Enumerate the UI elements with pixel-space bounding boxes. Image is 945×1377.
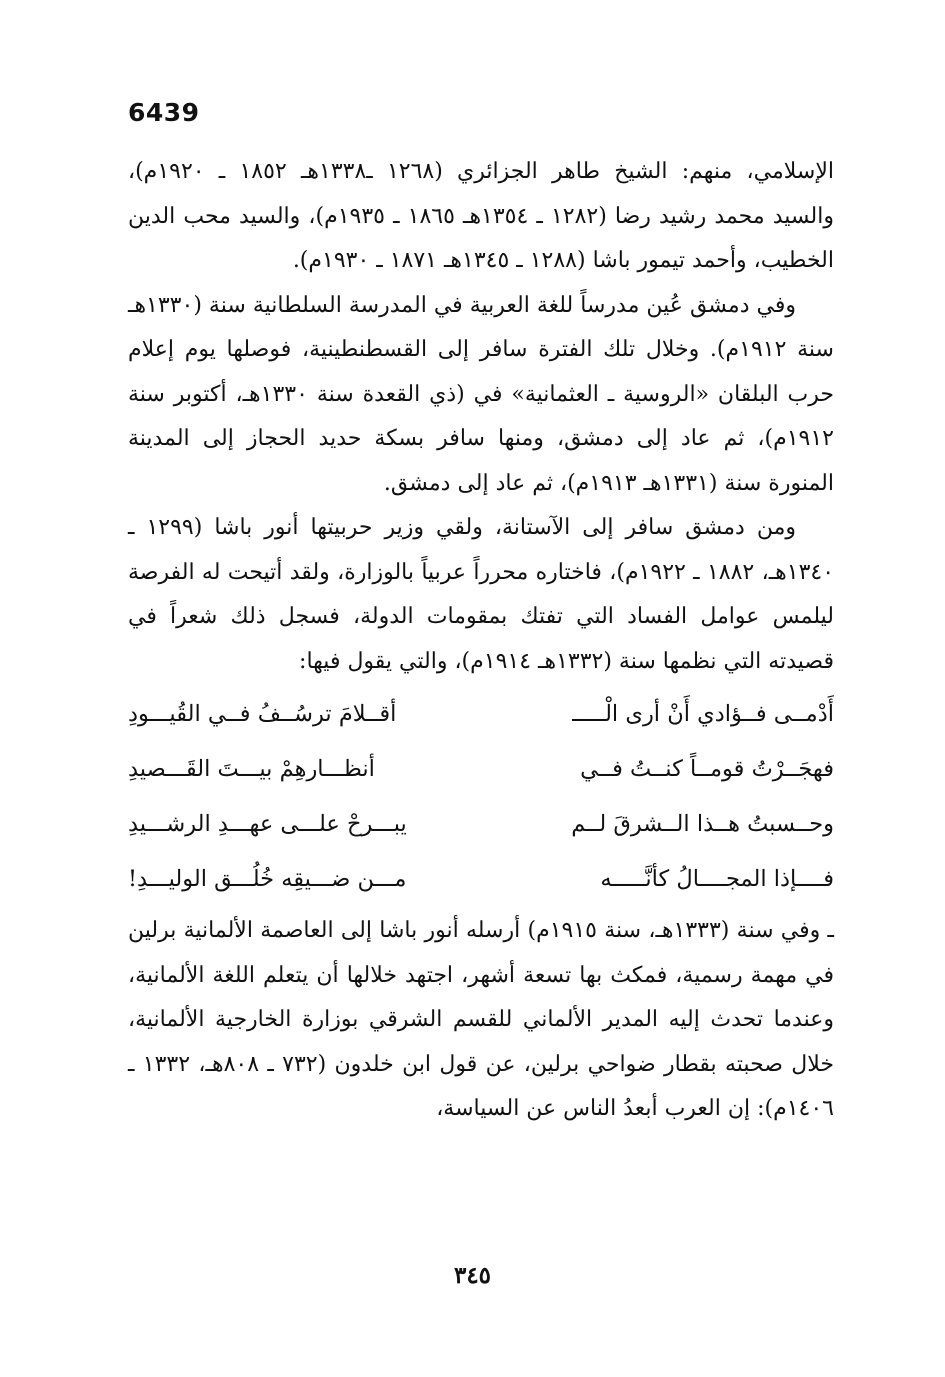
paragraph-1: الإسلامي، منهم: الشيخ طاهر الجزائري (١٢٦٨ ـ١٣٣٨هـ ١٨٥٢ ـ ١٩٢٠م)، والسيد محمد رشيد رضا (١٢٨٢ ـ ١٣٥٤هـ ١٨٦٥ ـ ١٩٣٥م)، والسيد محب الدين الخطيب، وأحمد تيمور باشا (١٢٨٨ ـ ١٣٤٥هـ ١٨٧١ ـ ١٩٣٠م). bbox=[128, 159, 834, 273]
paragraph-3: ومن دمشق سافر إلى الآستانة، ولقي وزير حربيتها أنور باشا (١٢٩٩ ـ ١٣٤٠هـ، ١٨٨٢ ـ ١٩٢٢م)، فاختاره محرراً عربياً بالوزارة، ولقد أتيحت له الفرصة ليلمس عوامل الفساد التي تفتك بمقومات الدولة، فسجل ذلك شعراً في قصيدته التي نظمها سنة (١٣٣٢هـ ١٩١٤م)، والتي يقول فيها: bbox=[128, 515, 835, 674]
poem bbox=[128, 687, 834, 907]
poem-hemistich-first: أَدْمــى فــؤادي أَنْ أرى الْـــــ bbox=[572, 701, 834, 727]
poem-hemistich-first: وحــسبتُ هــذا الــشرقَ لــم bbox=[571, 811, 834, 837]
poem-hemistich-second: مـــن ضـــيقِه خُلُـــق الوليـــدِ! bbox=[128, 866, 407, 892]
poem-hemistich-first: فــــإذا المجــــالُ كأنَّـــــه bbox=[600, 866, 834, 892]
page-number-top: 6439 bbox=[128, 98, 200, 127]
poem-hemistich-first: فهجَــرْتُ قومــاً كنــتُ فــي bbox=[580, 756, 834, 782]
poem-hemistich-second: أقــلامَ ترسُــفُ فــي القُيـــودِ bbox=[128, 701, 397, 727]
page-body bbox=[128, 150, 834, 1132]
poem-hemistich-second: يبـــرحْ علـــى عهـــدِ الرشـــيدِ bbox=[128, 811, 407, 837]
paragraph-4: ـ وفي سنة (١٣٣٣هـ، سنة ١٩١٥م) أرسله أنور باشا إلى العاصمة الألمانية برلين في مهمة رسمية، فمكث بها تسعة أشهر، اجتهد خلالها أن يتعلم اللغة الألمانية، وعندما تحدث إليه المدير الألماني للقسم الشرقي بوزارة الخارجية الألمانية، خلال صحبته بقطار ضواحي برلين، عن قول ابن خلدون (٧٣٢ ـ ٨٠٨هـ، ١٣٣٢ ـ ١٤٠٦م): إن العرب أبعدُ الناس عن السياسة، bbox=[128, 918, 835, 1121]
poem-verse bbox=[128, 742, 834, 797]
poem-hemistich-second: أنظـــارهِمْ بيـــتَ القَـــصيدِ bbox=[128, 756, 375, 782]
poem-verse bbox=[128, 852, 834, 907]
page-number-bottom: ٣٤٥ bbox=[453, 1262, 492, 1289]
paragraph-2: وفي دمشق عُين مدرساً للغة العربية في المدرسة السلطانية سنة (١٣٣٠هـ سنة ١٩١٢م). وخلال تلك الفترة سافر إلى القسطنطينية، فوصلها يوم إعلام حرب البلقان «الروسية ـ العثمانية» في (ذي القعدة سنة ١٣٣٠هـ، أكتوبر سنة ١٩١٢م)، ثم عاد إلى دمشق، ومنها سافر بسكة حديد الحجاز إلى المدينة المنورة سنة (١٣٣١هـ ١٩١٣م)، ثم عاد إلى دمشق. bbox=[128, 292, 835, 496]
poem-verse bbox=[128, 687, 834, 742]
poem-verse bbox=[128, 797, 834, 852]
